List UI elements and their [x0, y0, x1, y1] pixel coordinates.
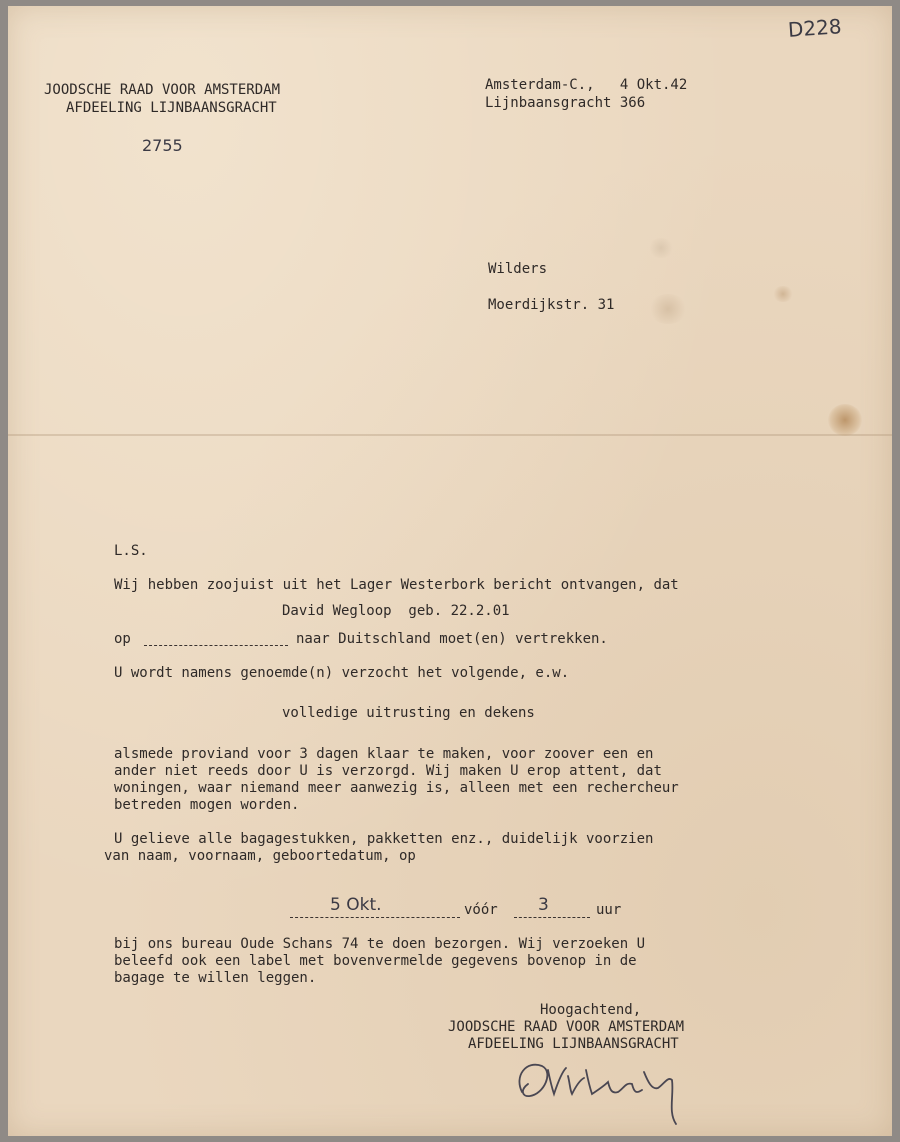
paragraph3-line: bagage te willen leggen.: [114, 970, 317, 986]
closing-org-line1: JOODSCHE RAAD VOOR AMSTERDAM: [448, 1019, 685, 1035]
paragraph2-line: U gelieve alle bagagestukken, pakketten enz., duidelijk voorzien: [114, 831, 654, 847]
reference-number: 2755: [142, 136, 183, 155]
recipient-name: Wilders: [488, 261, 548, 277]
departure-date-blank: [144, 645, 288, 646]
small-stain: [648, 238, 674, 258]
equipment-line: volledige uitrusting en dekens: [282, 705, 535, 721]
salutation: L.S.: [114, 543, 148, 559]
delivery-before-label: vóór: [464, 902, 498, 918]
body-line-notice: Wij hebben zoojuist uit het Lager Westerbork bericht ontvangen, dat: [114, 577, 679, 593]
departure-suffix: naar Duitschland moet(en) vertrekken.: [296, 631, 608, 647]
delivery-hour-blank: [514, 917, 590, 918]
handwritten-signature: [508, 1046, 708, 1126]
letterhead-org-line2: AFDEELING LIJNBAANSGRACHT: [66, 100, 277, 116]
paragraph1-line: alsmede proviand voor 3 dagen klaar te maken, voor zoover een en: [114, 746, 654, 762]
archive-mark: D228: [787, 14, 843, 42]
delivery-date-filled: 5 Okt.: [330, 895, 382, 915]
person-name-birthdate: David Wegloop geb. 22.2.01: [282, 603, 510, 619]
paragraph2-line: van naam, voornaam, geboortedatum, op: [104, 848, 416, 864]
small-stain: [648, 294, 688, 324]
sender-address: Lijnbaansgracht 366: [485, 95, 646, 111]
closing-org-line2: AFDEELING LIJNBAANSGRACHT: [468, 1036, 679, 1052]
letterhead-org-line1: JOODSCHE RAAD VOOR AMSTERDAM: [44, 82, 281, 98]
delivery-date-blank: [290, 917, 460, 918]
paragraph1-line: ander niet reeds door U is verzorgd. Wij maken U erop attent, dat: [114, 763, 662, 779]
paragraph3-line: bij ons bureau Oude Schans 74 te doen bezorgen. Wij verzoeken U: [114, 936, 646, 952]
coffee-stain: [828, 404, 862, 436]
delivery-hour-label: uur: [596, 902, 622, 918]
delivery-hour-filled: 3: [538, 895, 549, 915]
paragraph1-line: betreden mogen worden.: [114, 797, 300, 813]
closing-greeting: Hoogachtend,: [540, 1002, 642, 1018]
paragraph1-line: woningen, waar niemand meer aanwezig is, alleen met een rechercheur: [114, 780, 679, 796]
letter-sheet: [8, 6, 892, 1136]
departure-op-label: op: [114, 631, 131, 647]
small-stain: [772, 286, 794, 302]
place-date: Amsterdam-C., 4 Okt.42: [485, 77, 688, 93]
request-line: U wordt namens genoemde(n) verzocht het volgende, e.w.: [114, 665, 570, 681]
recipient-street: Moerdijkstr. 31: [488, 297, 615, 313]
paper-fold-line: [8, 434, 892, 436]
paragraph3-line: beleefd ook een label met bovenvermelde gegevens bovenop in de: [114, 953, 637, 969]
